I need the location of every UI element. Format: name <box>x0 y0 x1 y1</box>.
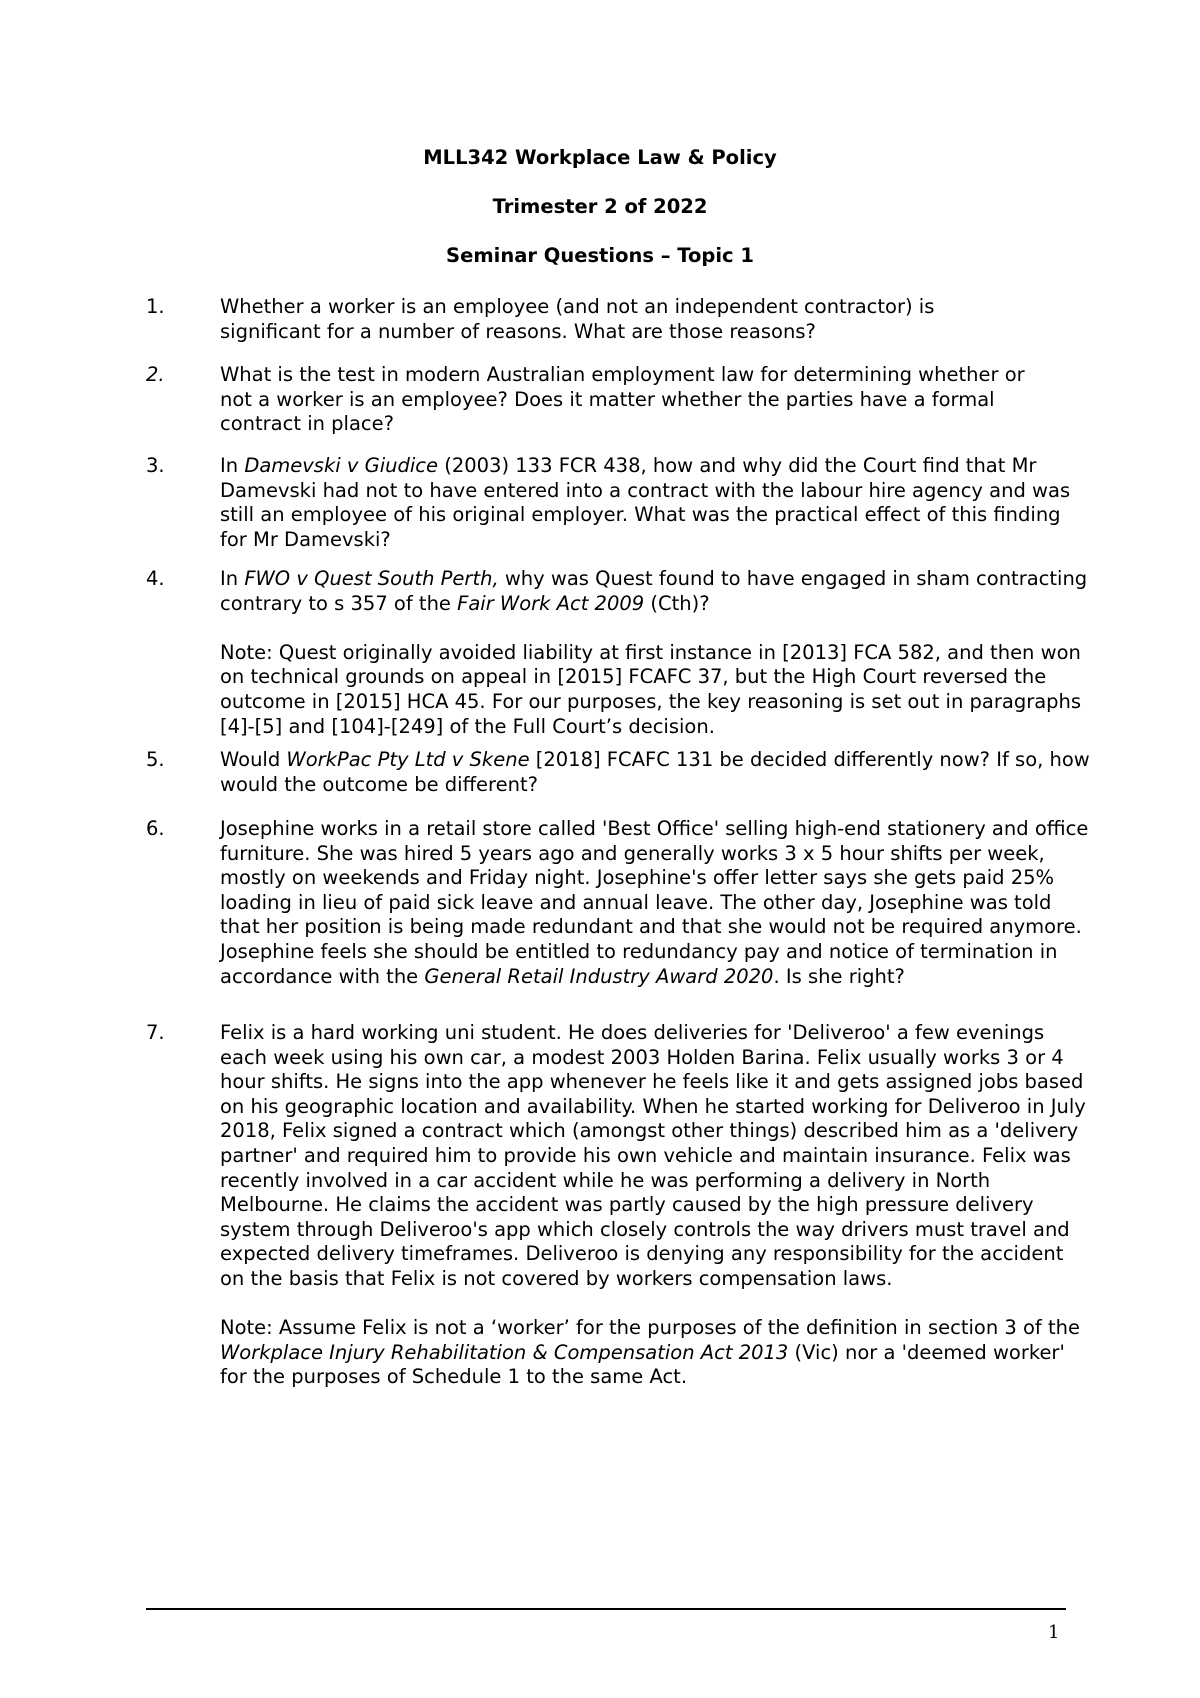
text-segment: Would <box>220 748 287 771</box>
text-segment: (Vic) nor a 'deemed worker' for the purposes of Schedule 1 to the same Act. <box>220 1340 1065 1389</box>
question-text <box>220 1021 1090 1390</box>
question-number: 5. <box>146 748 165 771</box>
question-text <box>220 295 1090 344</box>
course-name: Workplace Law & Policy <box>515 146 777 169</box>
question-line: Whether a worker is an employee (and not an independent contractor) is <box>220 295 935 318</box>
question-text <box>220 363 1090 437</box>
question-text <box>220 454 1090 552</box>
footer-rule <box>146 1608 1066 1610</box>
text-segment: why was Quest found to have engaged in sham contracting contrary to s 357 of the <box>220 567 1088 615</box>
question-line: not a worker is an employee? Does it matter whether the parties have a formal <box>220 387 995 411</box>
course-code: MLL342 <box>423 146 509 169</box>
document-subtitle: Seminar Questions – Topic 1 <box>446 244 754 267</box>
case-name: WorkPac Pty Ltd v Skene <box>286 748 530 771</box>
case-name: Damevski v Giudice <box>244 454 439 477</box>
page-number: 1 <box>1048 1622 1060 1643</box>
document-term: Trimester 2 of 2022 <box>492 195 708 218</box>
text-segment: (Cth)? <box>644 591 710 615</box>
text-segment: In <box>220 454 245 477</box>
question-text <box>220 567 1090 739</box>
text-segment: . Is she right? <box>773 964 905 988</box>
text-segment: Josephine works in a retail store called 'Best Office' selling high-end stationery and office furniture. She was hired 5 years ago and generally works 3 x 5 hour shifts per week, mostly on weekends and Friday night. Josephine's offer letter says she gets paid 25% loading in lieu of paid sick leave and annual leave. The other day, Josephine was told that her position is being made redundant and that she would not be required anymore. Josephine feels she should be entitled to redundancy pay and notice of termination in accordance with the <box>220 817 1089 988</box>
question-line: contract in place? <box>220 412 394 436</box>
question-number: 4. <box>146 567 165 590</box>
text-segment: (2003) 133 FCR 438, how and why did the Court find that Mr Damevski had not to have entered into a contract with the labour hire agency and was still an employee of his original employer. What was the practical effect of this finding for Mr Damevski? <box>220 454 1071 551</box>
text-segment: [2018] FCAFC 131 be decided differently now? If so, how would the outcome be different? <box>220 748 1090 796</box>
text-segment: Note: Assume Felix is not a ‘worker’ for the purposes of the definition in section 3 of the <box>220 1316 1080 1340</box>
question-text <box>220 748 1090 797</box>
question-note: Note: Quest originally avoided liability at first instance in [2013] FCA 582, and then won on technical grounds on appeal in [2015] FCAFC 37, but the High Court reversed the outcome in [2015] HCA 45. For our purposes, the key reasoning is set out in paragraphs [4]-[5] and [104]-[249] of the Full Court’s decision. <box>220 640 1082 738</box>
question-number: 2. <box>146 363 165 386</box>
question-line: significant for a number of reasons. What are those reasons? <box>220 319 816 343</box>
award-name: General Retail Industry Award 2020 <box>424 964 774 988</box>
question-line: What is the test in modern Australian employment law for determining whether or <box>220 363 1025 386</box>
statute-name: Workplace Injury Rehabilitation & Compensation Act 2013 <box>220 1340 789 1364</box>
document-title <box>0 146 1200 169</box>
statute-name: Fair Work Act 2009 <box>457 591 645 615</box>
question-text <box>220 817 1090 989</box>
question-number: 3. <box>146 454 165 477</box>
text-segment: In <box>220 567 245 590</box>
question-note <box>220 1316 1090 1390</box>
question-number: 7. <box>146 1021 165 1044</box>
text-segment: Felix is a hard working uni student. He does deliveries for 'Deliveroo' a few evenings each week using his own car, a modest 2003 Holden Barina. Felix usually works 3 or 4 hour shifts. He signs into the app whenever he feels like it and gets assigned jobs based on his geographic location and availability. When he started working for Deliveroo in July 2018, Felix signed a contract which (amongst other things) described him as a 'delivery partner' and required him to provide his own vehicle and maintain insurance. Felix was recently involved in a car accident while he was performing a delivery in North Melbourne. He claims the accident was partly caused by the high pressure delivery system through Deliveroo's app which closely controls the way drivers must travel and expected delivery timeframes. Deliveroo is denying any responsibility for the accident on the basis that Felix is not covered by workers compensation laws. <box>220 1021 1086 1290</box>
question-number: 6. <box>146 817 165 840</box>
question-number: 1. <box>146 295 165 318</box>
case-name: FWO v Quest South Perth, <box>244 567 499 590</box>
